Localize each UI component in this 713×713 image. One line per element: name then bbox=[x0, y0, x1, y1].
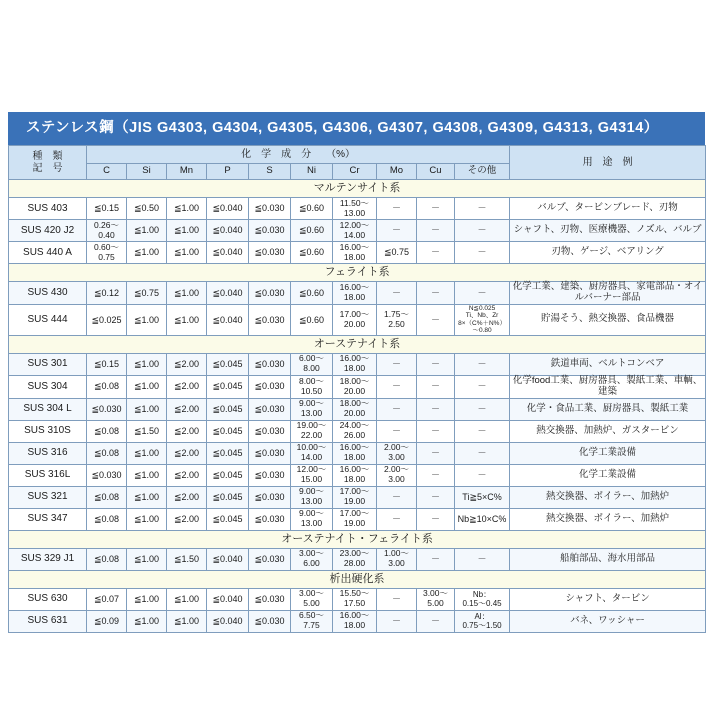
cell-p: ≦0.040 bbox=[207, 220, 249, 242]
cell-p: ≦0.045 bbox=[207, 353, 249, 375]
cell-mn: ≦2.00 bbox=[167, 486, 207, 508]
cell-usage: 化学・食品工業、厨房器具、製紙工業 bbox=[510, 398, 706, 420]
cell-usage: バルブ、タービンブレード、刃物 bbox=[510, 198, 706, 220]
cell-s: ≦0.030 bbox=[249, 398, 291, 420]
cell-p: ≦0.045 bbox=[207, 464, 249, 486]
cell-mo: － bbox=[377, 420, 417, 442]
cell-ni: ≦0.60 bbox=[291, 242, 333, 264]
cell-c: ≦0.025 bbox=[87, 304, 127, 335]
cell-grade: SUS 430 bbox=[9, 282, 87, 305]
cell-cu: － bbox=[417, 398, 455, 420]
cell-ni: ≦0.60 bbox=[291, 198, 333, 220]
cell-cu: － bbox=[417, 304, 455, 335]
cell-grade: SUS 420 J2 bbox=[9, 220, 87, 242]
header-kind: 種 類 記 号 bbox=[9, 146, 87, 180]
cell-si: ≦1.00 bbox=[127, 220, 167, 242]
cell-p: ≦0.045 bbox=[207, 508, 249, 530]
cell-usage: シャフト、タービン bbox=[510, 588, 706, 610]
cell-grade: SUS 304 bbox=[9, 375, 87, 398]
cell-grade: SUS 304 L bbox=[9, 398, 87, 420]
table-row bbox=[9, 548, 706, 570]
cell-grade: SUS 316L bbox=[9, 464, 87, 486]
cell-p: ≦0.040 bbox=[207, 610, 249, 632]
cell-usage: シャフト、刃物、医療機器、ノズル、バルブ bbox=[510, 220, 706, 242]
cell-si: ≦1.00 bbox=[127, 588, 167, 610]
cell-cu: － bbox=[417, 486, 455, 508]
group-label: オーステナイト系 bbox=[9, 335, 706, 353]
cell-s: ≦0.030 bbox=[249, 353, 291, 375]
cell-other: － bbox=[455, 242, 510, 264]
cell-p: ≦0.045 bbox=[207, 398, 249, 420]
header-element-ni: Ni bbox=[291, 164, 333, 180]
cell-p: ≦0.045 bbox=[207, 486, 249, 508]
cell-c: ≦0.08 bbox=[87, 508, 127, 530]
cell-usage: 化学工業設備 bbox=[510, 464, 706, 486]
cell-other: Al： 0.75～1.50 bbox=[455, 610, 510, 632]
cell-si: ≦1.00 bbox=[127, 242, 167, 264]
cell-cr: 17.00～ 19.00 bbox=[333, 508, 377, 530]
cell-cu: － bbox=[417, 548, 455, 570]
cell-c: ≦0.09 bbox=[87, 610, 127, 632]
cell-cu: 3.00～ 5.00 bbox=[417, 588, 455, 610]
cell-grade: SUS 444 bbox=[9, 304, 87, 335]
cell-s: ≦0.030 bbox=[249, 242, 291, 264]
table-row bbox=[9, 420, 706, 442]
cell-si: ≦1.00 bbox=[127, 375, 167, 398]
cell-c: 0.26～ 0.40 bbox=[87, 220, 127, 242]
cell-mn: ≦2.00 bbox=[167, 398, 207, 420]
cell-mo: － bbox=[377, 282, 417, 305]
cell-mo: － bbox=[377, 398, 417, 420]
cell-si: ≦1.00 bbox=[127, 353, 167, 375]
cell-ni: 3.00～ 6.00 bbox=[291, 548, 333, 570]
cell-c: ≦0.08 bbox=[87, 420, 127, 442]
cell-cr: 24.00～ 26.00 bbox=[333, 420, 377, 442]
cell-mo: － bbox=[377, 588, 417, 610]
cell-usage: 刃物、ゲージ、ベアリング bbox=[510, 242, 706, 264]
cell-other: － bbox=[455, 420, 510, 442]
cell-usage: 化学工業設備 bbox=[510, 442, 706, 464]
cell-c: ≦0.12 bbox=[87, 282, 127, 305]
cell-grade: SUS 316 bbox=[9, 442, 87, 464]
cell-grade: SUS 329 J1 bbox=[9, 548, 87, 570]
cell-ni: ≦0.60 bbox=[291, 282, 333, 305]
header-element-cr: Cr bbox=[333, 164, 377, 180]
cell-s: ≦0.030 bbox=[249, 375, 291, 398]
table-row bbox=[9, 486, 706, 508]
table-row bbox=[9, 464, 706, 486]
cell-s: ≦0.030 bbox=[249, 486, 291, 508]
table-row bbox=[9, 198, 706, 220]
cell-other: N≦0.025 Ti、Nb、Zr 8×（C%＋N%）～0.80 bbox=[455, 304, 510, 335]
cell-p: ≦0.040 bbox=[207, 242, 249, 264]
cell-cu: － bbox=[417, 442, 455, 464]
group-label: マルテンサイト系 bbox=[9, 180, 706, 198]
header-element-s: S bbox=[249, 164, 291, 180]
cell-s: ≦0.030 bbox=[249, 610, 291, 632]
cell-other: Nb≧10×C% bbox=[455, 508, 510, 530]
cell-p: ≦0.040 bbox=[207, 198, 249, 220]
cell-cu: － bbox=[417, 282, 455, 305]
cell-mn: ≦1.00 bbox=[167, 282, 207, 305]
group-header-row bbox=[9, 264, 706, 282]
group-label: 析出硬化系 bbox=[9, 570, 706, 588]
cell-other: － bbox=[455, 282, 510, 305]
cell-c: ≦0.030 bbox=[87, 398, 127, 420]
table-row bbox=[9, 282, 706, 305]
cell-c: ≦0.08 bbox=[87, 442, 127, 464]
cell-usage: 化学food工業、厨房器具、製紙工業、車輌、建築 bbox=[510, 375, 706, 398]
cell-ni: 9.00～ 13.00 bbox=[291, 508, 333, 530]
cell-s: ≦0.030 bbox=[249, 548, 291, 570]
cell-si: ≦0.50 bbox=[127, 198, 167, 220]
header-element-p: P bbox=[207, 164, 249, 180]
cell-s: ≦0.030 bbox=[249, 588, 291, 610]
cell-cu: － bbox=[417, 610, 455, 632]
cell-grade: SUS 631 bbox=[9, 610, 87, 632]
cell-ni: 12.00～ 15.00 bbox=[291, 464, 333, 486]
cell-cr: 16.00～ 18.00 bbox=[333, 282, 377, 305]
table-row bbox=[9, 588, 706, 610]
cell-s: ≦0.030 bbox=[249, 464, 291, 486]
cell-mn: ≦2.00 bbox=[167, 464, 207, 486]
cell-usage: 船舶部品、海水用部品 bbox=[510, 548, 706, 570]
cell-cr: 15.50～ 17.50 bbox=[333, 588, 377, 610]
cell-s: ≦0.030 bbox=[249, 420, 291, 442]
cell-mn: ≦2.00 bbox=[167, 508, 207, 530]
header-element-cu: Cu bbox=[417, 164, 455, 180]
cell-mo: ≦0.75 bbox=[377, 242, 417, 264]
cell-cr: 18.00～ 20.00 bbox=[333, 398, 377, 420]
cell-grade: SUS 403 bbox=[9, 198, 87, 220]
group-label: オーステナイト・フェライト系 bbox=[9, 530, 706, 548]
header-element-その他: その他 bbox=[455, 164, 510, 180]
cell-c: ≦0.08 bbox=[87, 486, 127, 508]
cell-p: ≦0.045 bbox=[207, 375, 249, 398]
header-element-mo: Mo bbox=[377, 164, 417, 180]
cell-mn: ≦1.00 bbox=[167, 242, 207, 264]
table-row bbox=[9, 442, 706, 464]
cell-c: ≦0.15 bbox=[87, 198, 127, 220]
cell-cr: 16.00～ 18.00 bbox=[333, 353, 377, 375]
cell-s: ≦0.030 bbox=[249, 282, 291, 305]
cell-mo: － bbox=[377, 353, 417, 375]
cell-cr: 11.50～ 13.00 bbox=[333, 198, 377, 220]
group-header-row bbox=[9, 180, 706, 198]
cell-other: Nb： 0.15～0.45 bbox=[455, 588, 510, 610]
cell-other: － bbox=[455, 220, 510, 242]
cell-other: － bbox=[455, 442, 510, 464]
cell-cu: － bbox=[417, 464, 455, 486]
cell-grade: SUS 321 bbox=[9, 486, 87, 508]
cell-mn: ≦2.00 bbox=[167, 420, 207, 442]
cell-ni: 10.00～ 14.00 bbox=[291, 442, 333, 464]
cell-cu: － bbox=[417, 420, 455, 442]
cell-grade: SUS 347 bbox=[9, 508, 87, 530]
cell-cu: － bbox=[417, 353, 455, 375]
cell-mn: ≦2.00 bbox=[167, 442, 207, 464]
cell-s: ≦0.030 bbox=[249, 220, 291, 242]
cell-p: ≦0.045 bbox=[207, 442, 249, 464]
cell-other: － bbox=[455, 464, 510, 486]
cell-cu: － bbox=[417, 508, 455, 530]
cell-p: ≦0.040 bbox=[207, 304, 249, 335]
table-row bbox=[9, 375, 706, 398]
cell-c: 0.60～ 0.75 bbox=[87, 242, 127, 264]
cell-si: ≦1.00 bbox=[127, 548, 167, 570]
cell-usage: 熱交換器、ボイラー、加熱炉 bbox=[510, 486, 706, 508]
group-header-row bbox=[9, 335, 706, 353]
cell-ni: 6.50～ 7.75 bbox=[291, 610, 333, 632]
cell-mn: ≦2.00 bbox=[167, 375, 207, 398]
cell-si: ≦1.50 bbox=[127, 420, 167, 442]
cell-mn: ≦1.00 bbox=[167, 220, 207, 242]
cell-s: ≦0.030 bbox=[249, 304, 291, 335]
cell-mo: 2.00～ 3.00 bbox=[377, 442, 417, 464]
cell-mo: － bbox=[377, 220, 417, 242]
cell-ni: ≦0.60 bbox=[291, 304, 333, 335]
header-element-si: Si bbox=[127, 164, 167, 180]
cell-si: ≦1.00 bbox=[127, 610, 167, 632]
cell-si: ≦1.00 bbox=[127, 304, 167, 335]
cell-si: ≦1.00 bbox=[127, 464, 167, 486]
cell-mn: ≦1.00 bbox=[167, 304, 207, 335]
table-row bbox=[9, 220, 706, 242]
cell-cu: － bbox=[417, 198, 455, 220]
cell-mn: ≦1.00 bbox=[167, 588, 207, 610]
cell-mn: ≦1.00 bbox=[167, 198, 207, 220]
cell-cu: － bbox=[417, 220, 455, 242]
cell-usage: 化学工業、建築、厨房器具、家電部品・オイルバーナー部品 bbox=[510, 282, 706, 305]
cell-ni: 8.00～ 10.50 bbox=[291, 375, 333, 398]
cell-mn: ≦1.50 bbox=[167, 548, 207, 570]
table-body bbox=[9, 146, 706, 633]
table-row bbox=[9, 304, 706, 335]
cell-ni: ≦0.60 bbox=[291, 220, 333, 242]
cell-cu: － bbox=[417, 375, 455, 398]
cell-grade: SUS 440 A bbox=[9, 242, 87, 264]
cell-mo: 2.00～ 3.00 bbox=[377, 464, 417, 486]
cell-p: ≦0.045 bbox=[207, 420, 249, 442]
cell-other: － bbox=[455, 198, 510, 220]
cell-ni: 9.00～ 13.00 bbox=[291, 486, 333, 508]
cell-mo: － bbox=[377, 375, 417, 398]
table-header-row-1 bbox=[9, 146, 706, 164]
cell-usage: 熱交換器、ボイラー、加熱炉 bbox=[510, 508, 706, 530]
header-element-c: C bbox=[87, 164, 127, 180]
cell-p: ≦0.040 bbox=[207, 282, 249, 305]
cell-cr: 16.00～ 18.00 bbox=[333, 464, 377, 486]
table-row bbox=[9, 508, 706, 530]
cell-p: ≦0.040 bbox=[207, 548, 249, 570]
cell-mo: － bbox=[377, 486, 417, 508]
table-row bbox=[9, 353, 706, 375]
cell-usage: 貯湯そう、熱交換器、食品機器 bbox=[510, 304, 706, 335]
cell-mo: － bbox=[377, 198, 417, 220]
cell-grade: SUS 301 bbox=[9, 353, 87, 375]
cell-cu: － bbox=[417, 242, 455, 264]
cell-cr: 16.00～ 18.00 bbox=[333, 242, 377, 264]
cell-p: ≦0.040 bbox=[207, 588, 249, 610]
cell-cr: 23.00～ 28.00 bbox=[333, 548, 377, 570]
table-row bbox=[9, 242, 706, 264]
cell-cr: 18.00～ 20.00 bbox=[333, 375, 377, 398]
cell-c: ≦0.07 bbox=[87, 588, 127, 610]
cell-s: ≦0.030 bbox=[249, 198, 291, 220]
cell-mo: 1.00～ 3.00 bbox=[377, 548, 417, 570]
cell-other: － bbox=[455, 398, 510, 420]
cell-cr: 12.00～ 14.00 bbox=[333, 220, 377, 242]
cell-cr: 17.00～ 20.00 bbox=[333, 304, 377, 335]
cell-c: ≦0.15 bbox=[87, 353, 127, 375]
cell-si: ≦0.75 bbox=[127, 282, 167, 305]
cell-grade: SUS 630 bbox=[9, 588, 87, 610]
cell-ni: 6.00～ 8.00 bbox=[291, 353, 333, 375]
cell-other: － bbox=[455, 548, 510, 570]
cell-mo: 1.75～ 2.50 bbox=[377, 304, 417, 335]
header-usage: 用 途 例 bbox=[510, 146, 706, 180]
cell-mn: ≦2.00 bbox=[167, 353, 207, 375]
cell-cr: 16.00～ 18.00 bbox=[333, 610, 377, 632]
cell-si: ≦1.00 bbox=[127, 486, 167, 508]
cell-other: Ti≧5×C% bbox=[455, 486, 510, 508]
cell-other: － bbox=[455, 353, 510, 375]
cell-si: ≦1.00 bbox=[127, 442, 167, 464]
cell-usage: バネ、ワッシャー bbox=[510, 610, 706, 632]
cell-usage: 鉄道車両、ベルトコンベア bbox=[510, 353, 706, 375]
cell-mn: ≦1.00 bbox=[167, 610, 207, 632]
group-header-row bbox=[9, 570, 706, 588]
table-title: ステンレス鋼（JIS G4303, G4304, G4305, G4306, G4307, G4308, G4309, G4313, G4314） bbox=[8, 112, 705, 145]
cell-c: ≦0.08 bbox=[87, 375, 127, 398]
cell-s: ≦0.030 bbox=[249, 508, 291, 530]
header-composition: 化 学 成 分 （%） bbox=[87, 146, 510, 164]
cell-s: ≦0.030 bbox=[249, 442, 291, 464]
specification-table bbox=[8, 145, 706, 633]
group-label: フェライト系 bbox=[9, 264, 706, 282]
cell-c: ≦0.030 bbox=[87, 464, 127, 486]
cell-mo: － bbox=[377, 508, 417, 530]
cell-si: ≦1.00 bbox=[127, 398, 167, 420]
group-header-row bbox=[9, 530, 706, 548]
cell-other: － bbox=[455, 375, 510, 398]
cell-ni: 3.00～ 5.00 bbox=[291, 588, 333, 610]
header-element-mn: Mn bbox=[167, 164, 207, 180]
cell-cr: 17.00～ 19.00 bbox=[333, 486, 377, 508]
cell-ni: 19.00～ 22.00 bbox=[291, 420, 333, 442]
stainless-steel-spec-sheet bbox=[8, 112, 705, 633]
cell-mo: － bbox=[377, 610, 417, 632]
cell-cr: 16.00～ 18.00 bbox=[333, 442, 377, 464]
table-row bbox=[9, 610, 706, 632]
cell-ni: 9.00～ 13.00 bbox=[291, 398, 333, 420]
cell-si: ≦1.00 bbox=[127, 508, 167, 530]
cell-grade: SUS 310S bbox=[9, 420, 87, 442]
cell-usage: 熱交換器、加熱炉、ガスタービン bbox=[510, 420, 706, 442]
table-row bbox=[9, 398, 706, 420]
cell-c: ≦0.08 bbox=[87, 548, 127, 570]
